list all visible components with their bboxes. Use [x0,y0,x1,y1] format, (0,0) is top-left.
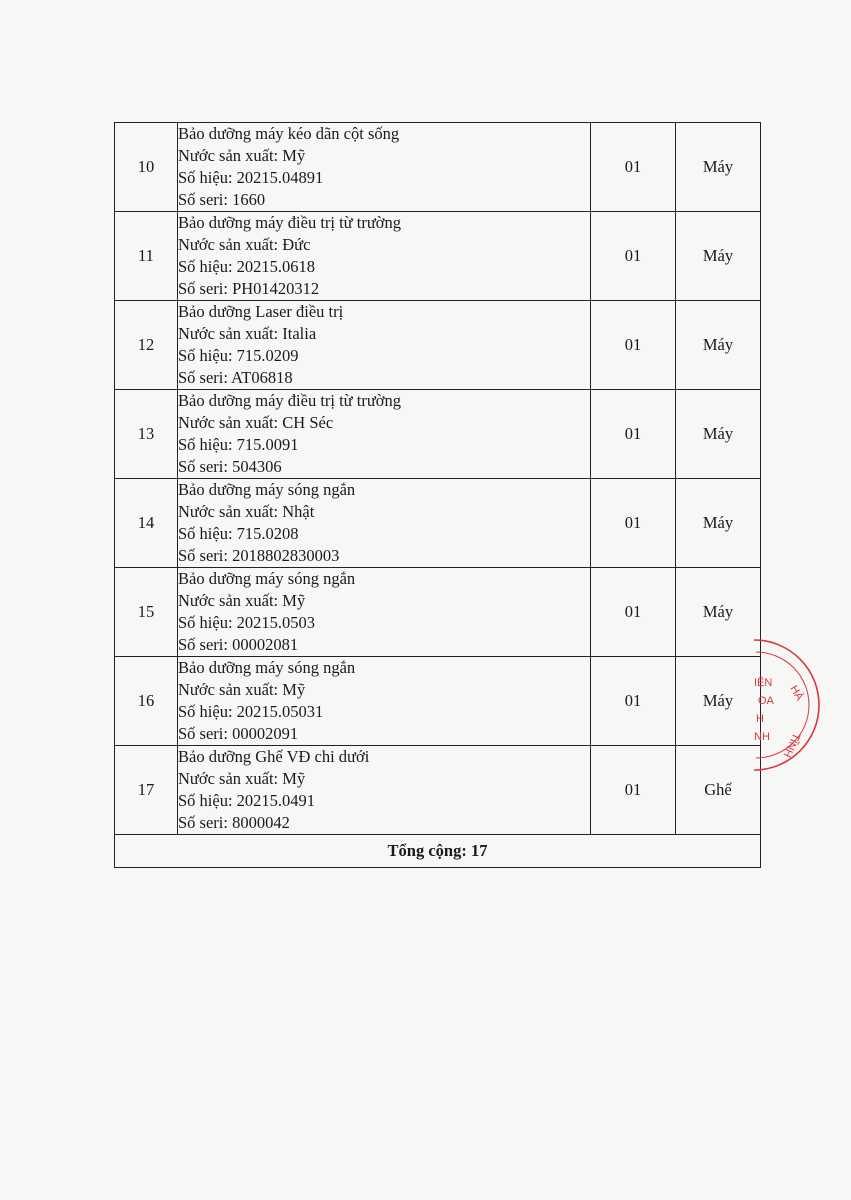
table-row [115,657,761,746]
item-origin: Nước sản xuất: Nhật [178,502,315,521]
row-unit: Máy [676,212,761,301]
item-name: Bảo dưỡng Laser điều trị [178,302,344,321]
seal-text-fragment: OA [758,695,774,707]
item-serial: Số seri: PH01420312 [178,279,320,298]
row-unit: Máy [676,657,761,746]
row-description [178,301,591,390]
row-unit: Máy [676,568,761,657]
item-serial: Số seri: AT06818 [178,368,293,387]
item-name: Bảo dưỡng máy sóng ngắn [178,569,356,588]
item-model: Số hiệu: 20215.0618 [178,257,316,276]
item-name: Bảo dưỡng máy kéo dãn cột sống [178,124,400,143]
item-origin: Nước sản xuất: Italia [178,324,317,343]
table-row [115,301,761,390]
item-model: Số hiệu: 715.0209 [178,346,299,365]
equipment-table [114,122,761,868]
table-row [115,123,761,212]
item-origin: Nước sản xuất: CH Séc [178,413,334,432]
item-model: Số hiệu: 715.0208 [178,524,299,543]
equipment-table-body [115,123,761,868]
table-row [115,390,761,479]
row-number: 15 [115,568,178,657]
item-model: Số hiệu: 20215.0503 [178,613,316,632]
row-quantity: 01 [591,479,676,568]
table-row [115,212,761,301]
row-quantity: 01 [591,568,676,657]
row-quantity: 01 [591,212,676,301]
row-number: 16 [115,657,178,746]
item-origin: Nước sản xuất: Mỹ [178,680,306,699]
seal-text-fragment: IỆN [754,677,773,689]
item-serial: Số seri: 504306 [178,457,282,476]
row-description [178,390,591,479]
item-origin: Nước sản xuất: Đức [178,235,311,254]
total-label: Tổng cộng: 17 [115,835,761,868]
item-serial: Số seri: 00002091 [178,724,299,743]
table-row [115,746,761,835]
row-number: 13 [115,390,178,479]
row-unit: Máy [676,123,761,212]
row-unit: Ghế [676,746,761,835]
seal-text-fragment: NH [754,731,770,743]
item-origin: Nước sản xuất: Mỹ [178,146,306,165]
item-name: Bảo dưỡng máy điều trị từ trường [178,391,401,410]
row-description [178,123,591,212]
row-quantity: 01 [591,657,676,746]
row-unit: Máy [676,479,761,568]
row-description [178,212,591,301]
row-description [178,568,591,657]
item-model: Số hiệu: 20215.0491 [178,791,316,810]
item-name: Bảo dưỡng máy sóng ngắn [178,480,356,499]
row-number: 12 [115,301,178,390]
item-name: Bảo dưỡng Ghế VĐ chi dưới [178,747,370,766]
item-serial: Số seri: 8000042 [178,813,290,832]
table-row [115,479,761,568]
row-number: 10 [115,123,178,212]
item-serial: Số seri: 1660 [178,190,266,209]
item-origin: Nước sản xuất: Mỹ [178,769,306,788]
item-model: Số hiệu: 20215.04891 [178,168,324,187]
seal-text-fragment: TĨNH [780,730,803,760]
row-quantity: 01 [591,390,676,479]
row-number: 14 [115,479,178,568]
official-seal-stamp [744,632,828,774]
row-description [178,657,591,746]
seal-text-fragment: H [756,713,764,725]
item-model: Số hiệu: 715.0091 [178,435,299,454]
row-quantity: 01 [591,123,676,212]
item-name: Bảo dưỡng máy sóng ngắn [178,658,356,677]
row-number: 17 [115,746,178,835]
total-row [115,835,761,868]
row-unit: Máy [676,390,761,479]
row-description [178,746,591,835]
row-description [178,479,591,568]
item-origin: Nước sản xuất: Mỹ [178,591,306,610]
item-serial: Số seri: 00002081 [178,635,299,654]
row-number: 11 [115,212,178,301]
row-quantity: 01 [591,746,676,835]
item-name: Bảo dưỡng máy điều trị từ trường [178,213,401,232]
item-model: Số hiệu: 20215.05031 [178,702,324,721]
row-quantity: 01 [591,301,676,390]
seal-text-fragment: HÀ [787,683,806,703]
item-serial: Số seri: 2018802830003 [178,546,340,565]
row-unit: Máy [676,301,761,390]
table-row [115,568,761,657]
